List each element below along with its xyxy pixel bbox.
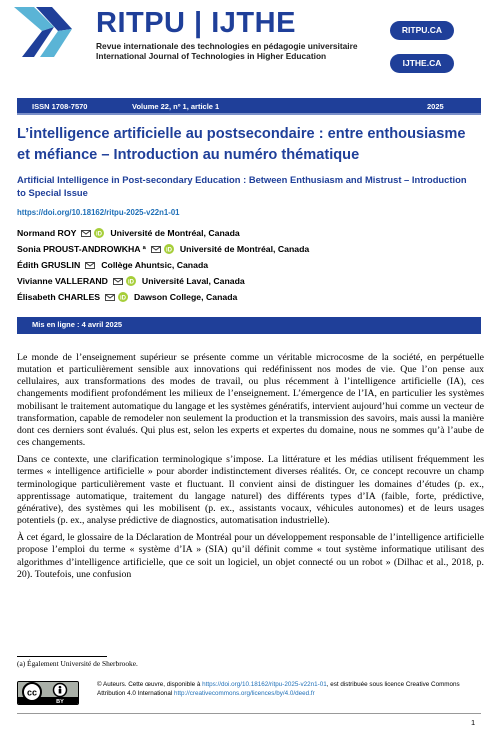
page-number: 1 bbox=[471, 718, 476, 727]
author-row bbox=[17, 273, 482, 289]
svg-text:BY: BY bbox=[56, 699, 64, 705]
article-body bbox=[17, 352, 484, 586]
orcid-icon[interactable] bbox=[94, 228, 104, 238]
author-row bbox=[17, 241, 482, 257]
license-cc-link[interactable]: http://creativecommons.org/licences/by/4.0/deed.fr bbox=[174, 690, 315, 697]
body-paragraph: À cet égard, le glossaire de la Déclaration de Montréal pour un développement responsable de l’intelligence artificielle propose l’emploi du terme « système d’IA » (SIA) qu’il définit comme « tout système informatique utilisant des algorithmes d’intelligence artificielle, que ce soit un logiciel, un objet connecté ou un robot » (Dilhac et al., 2018, p. 20). Toutefois, une confusion bbox=[17, 532, 484, 580]
svg-text:cc: cc bbox=[26, 687, 38, 698]
doi-link[interactable]: https://doi.org/10.18162/ritpu-2025-v22n1-01 bbox=[17, 208, 180, 217]
svg-text:iD: iD bbox=[165, 247, 172, 254]
author-name: Vivianne VALLERAND bbox=[17, 276, 108, 286]
author-affiliation: Collège Ahuntsic, Canada bbox=[101, 260, 209, 270]
license-doi-link[interactable]: https://doi.org/10.18162/ritpu-2025-v22n1-01 bbox=[202, 681, 327, 688]
cc-by-license-icon bbox=[17, 681, 79, 705]
author-affiliation: Université de Montréal, Canada bbox=[179, 244, 310, 254]
issue-year: 2025 bbox=[427, 102, 444, 111]
author-name: Élisabeth CHARLES bbox=[17, 292, 101, 302]
license-notice bbox=[97, 680, 482, 698]
online-bar-rule bbox=[17, 333, 481, 334]
author-name: Normand ROY bbox=[17, 228, 77, 238]
body-paragraph: Dans ce contexte, une clarification terminologique s’impose. La littérature et les médias utilisent fréquemment les termes « intelligence artificielle » pour aborder indistinctement diverses réalités. Or, ce concept recouvre un champ terminologique particulièrement vaste et fluctuant. Il convient ainsi de distinguer les domaines d’études (p. ex., apprentissage automatique, traitement du langage naturel) des différents types d’IA (faible, forte, prédictive, générative), des systèmes qui les mobilisent (p. ex., assistants vocaux, véhicules autonomes) et de leurs usages potentiels (p. ex., analyse prédictive de diagnostics, automatisation industrielle). bbox=[17, 454, 484, 527]
mail-icon[interactable] bbox=[81, 230, 91, 237]
ritpu-logo-icon bbox=[14, 7, 82, 57]
mail-icon[interactable] bbox=[113, 278, 123, 285]
body-paragraph: Le monde de l’enseignement supérieur se présente comme un véritable microcosme de la société, en perpétuelle mutation et particulièrement sensible aux innovations qui redéfinissent nos modes de vie. Que l’on pense aux cellulaires, aux transformations des modes de travail, ou plus récemment à l’intelligence artificielle (IA), ces changements modifient profondément les milieux de l’enseignement. L’émergence de l’IA, en particulier les systèmes mobilisant le traitement automatique du langage et les systèmes génératifs, intervient aujourd’hui comme un vecteur de transformation, capable de remodeler non seulement la production et la transmission des savoirs, mais aussi la manière dont ces derniers sont évalués. Qui plus est, selon les experts et expertes du domaine, nous ne sommes qu’à l’aube de ces changements. bbox=[17, 352, 484, 449]
mail-icon[interactable] bbox=[105, 294, 115, 301]
issn: ISSN 1708-7570 bbox=[32, 102, 88, 111]
license-middle: , est distribuée sous licence Creative Commons Attribution 4.0 International bbox=[97, 681, 460, 697]
license-prefix: © Auteurs. Cette œuvre, disponible à bbox=[97, 681, 203, 688]
author-affiliation: Dawson College, Canada bbox=[134, 292, 238, 302]
issue-info-bar bbox=[17, 98, 481, 115]
mail-icon[interactable] bbox=[85, 262, 95, 269]
author-list bbox=[17, 225, 482, 305]
orcid-icon[interactable] bbox=[118, 292, 128, 302]
footer-rule bbox=[17, 713, 481, 714]
footnote-rule bbox=[17, 656, 107, 657]
author-row bbox=[17, 289, 482, 305]
journal-subtitle-fr: Revue internationale des technologies en pédagogie universitaire bbox=[96, 41, 358, 51]
svg-text:iD: iD bbox=[96, 231, 103, 238]
mail-icon[interactable] bbox=[151, 246, 161, 253]
ijthe-link-button[interactable]: IJTHE.CA bbox=[390, 54, 454, 73]
svg-text:iD: iD bbox=[127, 279, 134, 286]
orcid-icon[interactable] bbox=[126, 276, 136, 286]
journal-subtitle-en: International Journal of Technologies in Higher Education bbox=[96, 51, 327, 61]
author-row bbox=[17, 257, 482, 273]
ritpu-link-button[interactable]: RITPU.CA bbox=[390, 21, 454, 40]
author-name: Sonia PROUST-ANDROWKHA ª bbox=[17, 244, 146, 254]
online-date-bar bbox=[17, 317, 481, 333]
volume-info: Volume 22, nº 1, article 1 bbox=[132, 102, 220, 111]
online-date: Mis en ligne : 4 avril 2025 bbox=[32, 320, 123, 329]
journal-title: RITPU | IJTHE bbox=[96, 7, 296, 39]
author-affiliation: Université Laval, Canada bbox=[141, 276, 245, 286]
svg-text:iD: iD bbox=[120, 295, 127, 302]
author-name: Édith GRUSLIN bbox=[17, 260, 81, 270]
orcid-icon[interactable] bbox=[164, 244, 174, 254]
article-title-fr: L’intelligence artificielle au postsecondaire : entre enthousiasme et méfiance – Introduction au numéro thématique bbox=[17, 126, 466, 163]
author-row bbox=[17, 225, 482, 241]
author-affiliation: Université de Montréal, Canada bbox=[110, 228, 240, 238]
footnote: (a) Également Université de Sherbrooke. bbox=[17, 659, 138, 668]
issue-bar-underline bbox=[17, 113, 481, 115]
article-title-en: Artificial Intelligence in Post-secondary Education : Between Enthusiasm and Mistrust – Introduction to Special Issue bbox=[17, 174, 467, 198]
